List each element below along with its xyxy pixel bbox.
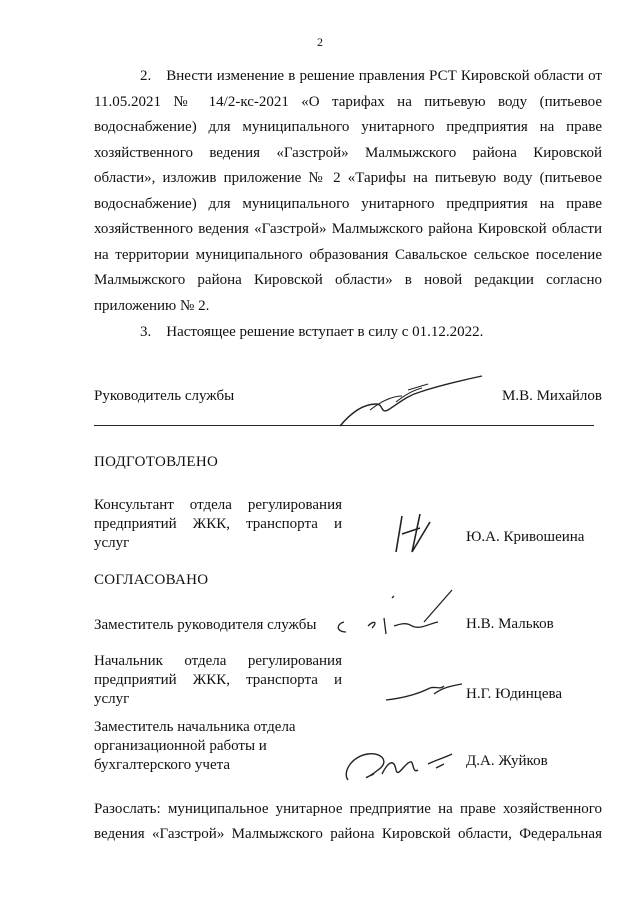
agreed-role-1: Заместитель руководителя службы — [94, 617, 317, 633]
head-name: М.В. Михайлов — [501, 388, 602, 404]
head-title: Руководитель службы — [94, 388, 235, 404]
agreed-heading: СОГЛАСОВАНО — [94, 572, 209, 588]
prepared-name: Ю.А. Кривошеина — [466, 529, 585, 545]
prepared-signature — [390, 512, 436, 554]
page-number: 2 — [317, 35, 323, 49]
agreed-name-3: Д.А. Жуйков — [466, 753, 548, 769]
agreed-name-2: Н.Г. Юдинцева — [466, 686, 563, 702]
agreed-role-2: Начальник отдела регулирования предприятий ЖКК, транспорта и услуг — [94, 653, 342, 707]
prepared-role: Консультант отдела регулирования предприятий ЖКК, транспорта и услуг — [94, 497, 342, 551]
agreed-name-1: Н.В. Мальков — [466, 616, 554, 632]
agreed-signature-2 — [384, 680, 466, 702]
agreed-role-3: Заместитель начальника отдела организационной работы и бухгалтерского учета — [94, 719, 296, 773]
agreed-signature-1 — [328, 588, 464, 638]
head-signature — [336, 374, 486, 430]
paragraph-3: 3. Настоящее решение вступает в силу с 01.12.2022. — [140, 324, 484, 340]
paragraph-2: 2. Внести изменение в решение правления РСТ Кировской области от 11.05.2021 № 14/2-кс-2021 «О тарифах на питьевую воду (питьевое водоснабжение) для муниципального унитарного предприятия на праве хозяйственного ведения «Газстрой» Малмыжского района Кировской области», изложив приложение № 2 «Тарифы на питьевую воду (питьевое водоснабжение) для муниципального унитарного предприятия на праве хозяйственного ведения «Газстрой» Малмыжского района Кировской области на территории муниципального образования Савальское сельское поселение Малмыжского района Кировской области» в новой редакции согласно приложению № 2. — [94, 68, 602, 314]
prepared-heading: ПОДГОТОВЛЕНО — [94, 454, 219, 470]
agreed-signature-3 — [338, 740, 458, 786]
distribution-list: Разослать: муниципальное унитарное предприятие на праве хозяйственного ведения «Газстрой» Малмыжского района Кировской области, Федеральная — [94, 801, 602, 842]
